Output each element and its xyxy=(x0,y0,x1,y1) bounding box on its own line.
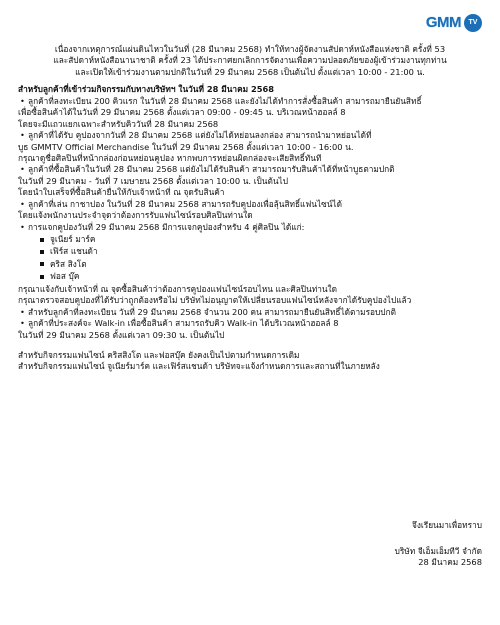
bullet-dot-icon: • xyxy=(20,221,25,232)
intro-line: และสัปดาห์หนังสือนานาชาติ ครั้งที่ 23 ได้ประกาศยกเลิกการจัดงานเพื่อความปลอดภัยของผู้เข้าร่วมงานทุกท่าน xyxy=(53,55,447,66)
bullet-text: ลูกค้าที่เล่น กาชาปอง ในวันที่ 28 มีนาคม 2568 สามารถรับคูปองเพื่อลุ้นสิทธิ์แฟนไซน์ได้ xyxy=(28,198,342,209)
bullet-text: การแจกคูปองวันที่ 29 มีนาคม 2568 มีการแจกคูปองสำหรับ 4 คู่ศิลปิน ได้แก่: xyxy=(28,221,305,232)
bullet-text: ลูกค้าที่ลงทะเบียน 200 คิวแรก ในวันที่ 28 มีนาคม 2568 และยังไม่ได้ทำการสั่งซื้อสินค้า สามารถมายืนยันสิทธิ์ xyxy=(28,95,422,106)
bullet-item xyxy=(18,164,482,175)
artist-name: ฟอส บุ๊ค xyxy=(50,271,80,282)
artist-item xyxy=(40,234,482,245)
footer-line: สำหรับกิจกรรมแฟนไซน์ คริสสิงโต และฟอสบุ๊ค ยังคงเป็นไปตามกำหนดการเดิม xyxy=(18,349,300,360)
bullet-continuation: ในวันที่ 29 มีนาคม - วันที่ 7 เมษายน 2568 ตั้งแต่เวลา 10:00 น. เป็นต้นไป xyxy=(18,175,288,186)
square-bullet-icon xyxy=(40,275,44,279)
signature-date: 28 มีนาคม 2568 xyxy=(418,557,482,568)
note-line: กรุณาแจ้งกับเจ้าหน้าที่ ณ จุดซื้อสินค้าว่าต้องการคูปองแฟนไซน์รอบไหน และศิลปินท่านใด xyxy=(18,283,337,294)
square-bullet-icon xyxy=(40,262,44,266)
closing-line: จึงเรียนมาเพื่อทราบ xyxy=(411,520,482,530)
artist-name: เฟิร์ส แชนด้า xyxy=(50,246,98,257)
company-name: บริษัท จีเอ็มเอ็มทีวี จำกัด xyxy=(394,546,482,556)
bullet-item xyxy=(18,307,482,318)
bullet-continuation: โดยนำใบเสร็จที่ซื้อสินค้ายื่นให้กับเจ้าหน้าที่ ณ จุดรับสินค้า xyxy=(18,187,225,198)
artist-item xyxy=(40,246,482,257)
artist-item xyxy=(40,259,482,270)
bullet-continuation: ในวันที่ 29 มีนาคม 2568 ตั้งแต่เวลา 09:30 น. เป็นต้นไป xyxy=(18,329,225,340)
signature-block xyxy=(395,546,482,569)
bullet-item xyxy=(18,318,482,329)
section-heading: สำหรับลูกค้าที่เข้าร่วมกิจกรรมกับทางบริษัทฯ ในวันที่ 28 มีนาคม 2568 xyxy=(18,84,275,95)
intro-paragraph xyxy=(18,44,482,78)
bullet-continuation: กรุณาดูชื่อศิลปินที่หน้ากล่องก่อนหย่อนคูปอง หากพบการหย่อนผิดกล่องจะเสียสิทธิ์ทันที xyxy=(18,152,322,163)
bullet-item xyxy=(18,222,482,233)
bullet-continuation: เพื่อซื้อสินค้าได้ในวันที่ 29 มีนาคม 2568 ตั้งแต่เวลา 09:00 - 09:45 น. บริเวณหน้าฮอลล์ 8 xyxy=(18,107,346,118)
bullet-item xyxy=(18,199,482,210)
bullet-item xyxy=(18,130,482,141)
logo-badge: TV xyxy=(464,14,482,32)
bullet-dot-icon: • xyxy=(20,306,25,317)
bullet-dot-icon: • xyxy=(20,318,25,329)
bullet-item xyxy=(18,96,482,107)
bullet-text: ลูกค้าที่ซื้อสินค้าในวันที่ 28 มีนาคม 2568 แต่ยังไม่ได้รับสินค้า สามารถมารับสินค้าได้ที่หน้าบูธตามปกติ xyxy=(28,164,395,175)
intro-line: เนื่องจากเหตุการณ์แผ่นดินไหวในวันที่ (28 มีนาคม 2568) ทำให้ทางผู้จัดงานสัปดาห์หนังสือแห่งชาติ ครั้งที่ 53 xyxy=(54,44,446,54)
header xyxy=(18,10,482,36)
bullet-dot-icon: • xyxy=(20,95,25,106)
note-line: กรุณาตรวจสอบคูปองที่ได้รับว่าถูกต้องหรือไม่ บริษัทไม่อนุญาตให้เปลี่ยนรอบแฟนไซน์หลังจากได้รับคูปองไปแล้ว xyxy=(18,295,412,306)
bullet-dot-icon: • xyxy=(20,130,25,141)
gmmtv-logo xyxy=(426,10,482,36)
bullet-dot-icon: • xyxy=(20,164,25,175)
bullet-text: สำหรับลูกค้าที่ลงทะเบียน วันที่ 29 มีนาคม 2568 จำนวน 200 คน สามารถมายืนยันสิทธิ์ได้ตามรอบปกติ xyxy=(28,306,396,317)
bullet-text: ลูกค้าที่ประสงค์จะ Walk-in เพื่อซื้อสินค้า สามารถรับคิว Walk-in ได้บริเวณหน้าฮอลล์ 8 xyxy=(28,318,339,329)
intro-line: และเปิดให้เข้าร่วมงานตามปกติในวันที่ 29 มีนาคม 2568 เป็นต้นไป ตั้งแต่เวลา 10:00 - 21:00 น. xyxy=(75,66,425,77)
bullet-text: ลูกค้าที่ได้รับ คูปองจากวันที่ 28 มีนาคม 2568 แต่ยังไม่ได้หย่อนลงกล่อง สามารถนำมาหย่อนได้ที่ xyxy=(28,130,372,141)
footer-line: สำหรับกิจกรรมแฟนไซน์ จูเนียร์มาร์ค และเฟิร์สแชนด้า บริษัทจะแจ้งกำหนดการและสถานที่ในภายหลัง xyxy=(18,361,380,372)
artist-name: จูเนียร์ มาร์ค xyxy=(50,234,96,244)
bullet-dot-icon: • xyxy=(20,198,25,209)
bullet-continuation: โดยแจ้งพนักงานประจำจุดว่าต้องการรับแฟนไซน์รอบศิลปินท่านใด xyxy=(18,210,253,221)
artist-item xyxy=(40,271,482,282)
bullet-continuation: โดยจะมีแถวแยกเฉพาะสำหรับคิววันที่ 28 มีนาคม 2568 xyxy=(18,118,219,129)
logo-word: GMM xyxy=(425,13,461,31)
square-bullet-icon xyxy=(40,238,44,242)
bullet-continuation: บูธ GMMTV Official Merchandise ในวันที่ 29 มีนาคม 2568 ตั้งแต่เวลา 10:00 - 16:00 น. xyxy=(18,141,354,152)
square-bullet-icon xyxy=(40,250,44,254)
artist-name: คริส สิงโต xyxy=(50,258,87,269)
